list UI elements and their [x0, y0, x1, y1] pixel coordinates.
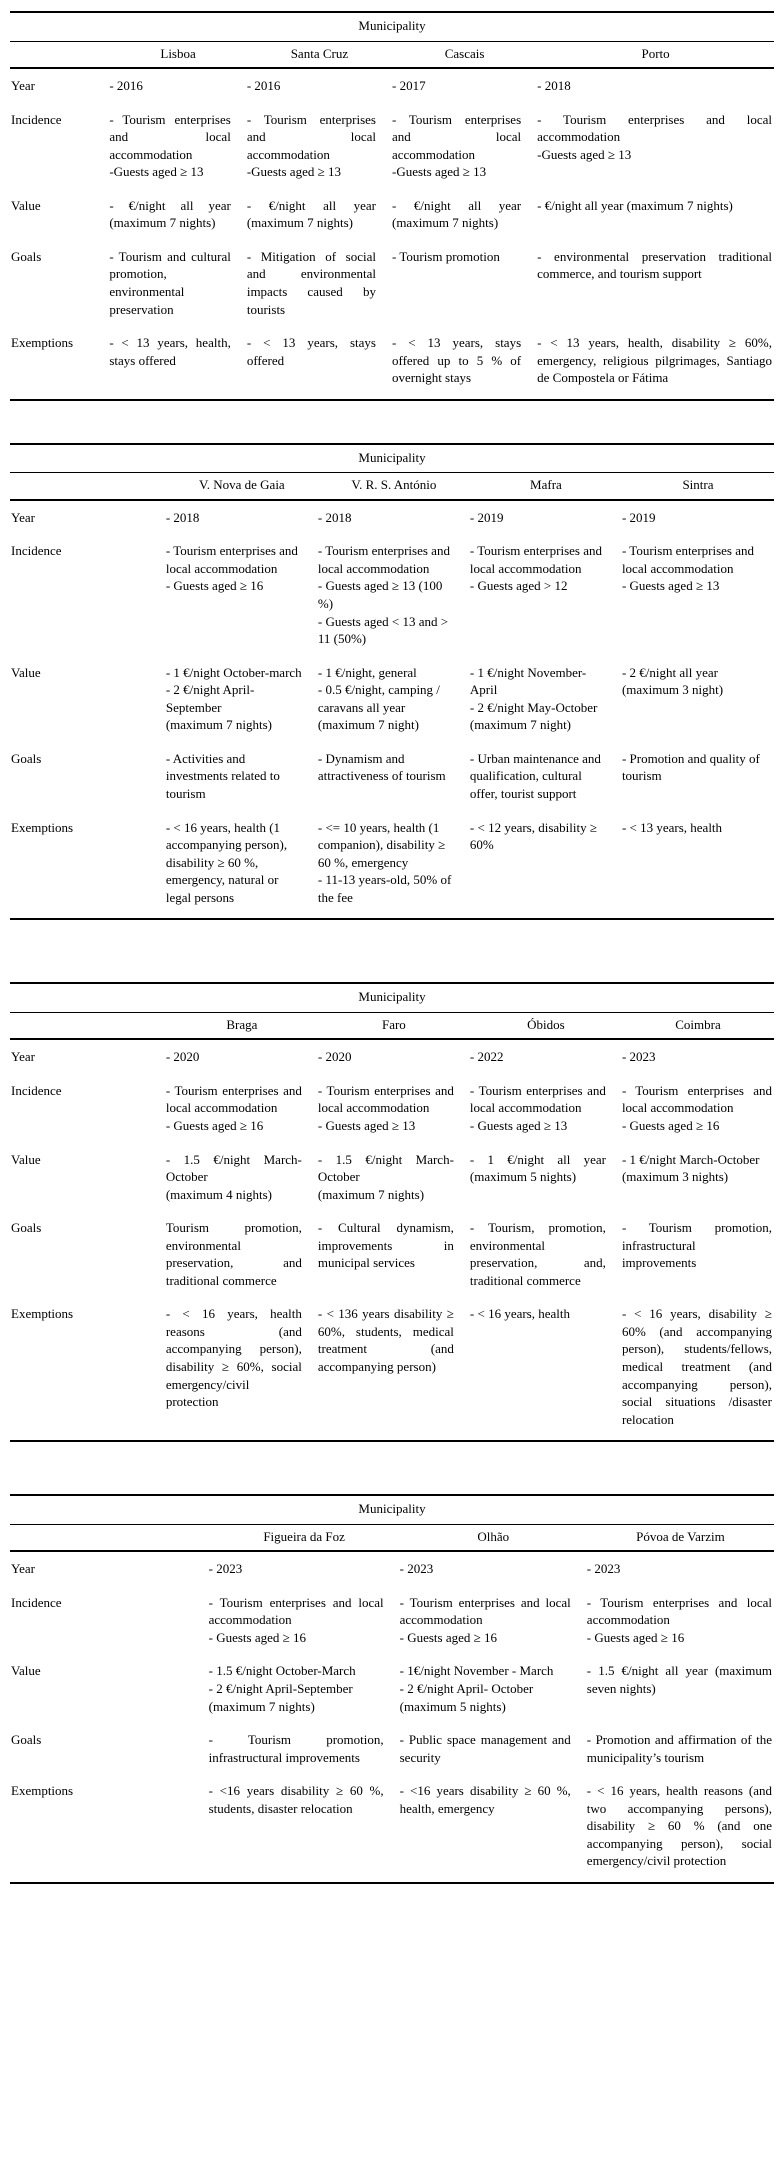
cell-line: - Guests aged ≥ 16 [586, 1629, 685, 1645]
table-cell [392, 244, 537, 330]
cell-line: - €/night all year (maximum 7 nights) [246, 197, 376, 231]
row-label: Incidence [11, 543, 62, 559]
table-cell [247, 244, 392, 330]
table-header-row [10, 444, 774, 473]
table-cell [622, 1039, 774, 1078]
column-header: Braga [166, 1012, 318, 1039]
row-label: Value [11, 1663, 41, 1679]
cell-line: - 2019 [621, 509, 656, 525]
table-head [10, 444, 774, 500]
column-header: V. Nova de Gaia [166, 473, 318, 500]
cell-line: (maximum 7 nights) [208, 1698, 315, 1714]
table-row [10, 244, 774, 330]
table-cell [470, 1215, 622, 1301]
cell-line: - 11-13 years-old, 50% of the fee [317, 872, 452, 905]
cell-line: - Guests aged < 13 and > 11 (50%) [317, 613, 449, 647]
cell-line: - 2018 [165, 509, 200, 525]
municipality-table [10, 1494, 774, 1884]
table-cell [587, 1778, 774, 1883]
table-cell [166, 1301, 318, 1441]
column-header: Faro [318, 1012, 470, 1039]
table-cell [318, 1147, 470, 1216]
table-cell [318, 746, 470, 815]
table-header-row [10, 12, 774, 41]
municipality-table-1 [10, 11, 774, 401]
cell-line: (maximum 7 nights) [317, 1186, 425, 1202]
cell-line: (maximum 7 nights) [165, 717, 273, 733]
cell-line: - Tourism promotion [391, 248, 500, 264]
cell-line: - Dynamism and attractiveness of tourism [317, 750, 446, 784]
cell-line: - 1.5 €/night October-March [208, 1663, 356, 1679]
table-cell [622, 815, 774, 920]
table-cell [247, 193, 392, 244]
cell-line: (maximum 7 night) [469, 717, 572, 733]
cell-line: - Tourism enterprises and local accommodation [621, 543, 755, 576]
cell-line: - Promotion and affirmation of the municipality’s tourism [586, 1732, 772, 1765]
cell-line: - Guests aged ≥ 16 [399, 1629, 498, 1645]
document-content [10, 11, 774, 1884]
cell-line: - Guests aged > 12 [469, 578, 568, 594]
table-title: Municipality [10, 12, 774, 41]
cell-line: - 1 €/night, general [317, 664, 417, 680]
cell-line: -Guests aged ≥ 13 [391, 164, 487, 180]
cell-line: - 2016 [246, 78, 281, 94]
cell-line: - 2023 [621, 1049, 656, 1065]
row-label: Goals [11, 1732, 42, 1748]
cell-line: -Guests aged ≥ 13 [109, 164, 204, 180]
cell-line: - 2 €/night all year (maximum 3 night) [621, 664, 724, 698]
table-cell [166, 538, 318, 659]
table-cell [318, 1215, 470, 1301]
table-row [10, 815, 774, 920]
municipality-table [10, 443, 774, 920]
cell-line: - <16 years disability ≥ 60 %, health, emergency [399, 1783, 571, 1816]
table-title: Municipality [10, 444, 774, 473]
cell-line: - Promotion and quality of tourism [621, 750, 760, 784]
table-row [10, 1147, 774, 1216]
column-header: Mafra [470, 473, 622, 500]
cell-line: -Guests aged ≥ 13 [537, 146, 632, 162]
column-header-row [10, 1524, 774, 1551]
table-row [10, 538, 774, 659]
table-cell [537, 244, 774, 330]
table-row [10, 660, 774, 746]
table-cell [109, 68, 247, 107]
cell-line: - Guests aged ≥ 13 [469, 1117, 568, 1133]
cell-line: - Guests aged ≥ 16 [208, 1629, 307, 1645]
table-cell [587, 1590, 774, 1659]
cell-line: - Tourism enterprises and local accommodation [537, 111, 772, 145]
column-header: Cascais [392, 41, 537, 68]
table-cell [470, 815, 622, 920]
table-row [10, 1215, 774, 1301]
table-cell [622, 660, 774, 746]
row-label: Exemptions [11, 335, 74, 351]
table-cell [537, 68, 774, 107]
cell-line: - Tourism, promotion, environmental preservation, and, traditional commerce [469, 1220, 606, 1288]
municipality-table [10, 11, 774, 401]
column-header: Porto [537, 41, 774, 68]
table-cell [209, 1551, 400, 1590]
cell-line: - 2 €/night May-October [469, 699, 598, 715]
row-label: Value [11, 197, 41, 213]
table-cell [470, 746, 622, 815]
cell-line: (maximum 4 nights) [165, 1186, 273, 1202]
column-header: Lisboa [109, 41, 247, 68]
table-cell [318, 1039, 470, 1078]
table-row [10, 746, 774, 815]
table-cell [470, 500, 622, 539]
table-cell [247, 107, 392, 193]
cell-line: - Tourism enterprises and local accommodation [399, 1594, 571, 1628]
table-cell [166, 1147, 318, 1216]
cell-line: - < 16 years, health reasons (and two accompanying persons), disability ≥ 60 % (and one accompanying person), social emergency/civil protection [586, 1783, 772, 1869]
cell-line: - 2017 [391, 78, 426, 94]
table-cell [318, 1078, 470, 1147]
cell-line: - Activities and investments related to tourism [165, 750, 280, 801]
cell-line: - < 16 years, health reasons (and accompanying person), disability ≥ 60%, social emergency/civil protection [165, 1306, 302, 1410]
cell-line: - 0.5 €/night, camping / caravans all year (maximum 7 night) [317, 682, 440, 733]
column-header-row [10, 41, 774, 68]
cell-line: - 2 €/night April- October [399, 1681, 534, 1696]
table-cell [209, 1658, 400, 1727]
table-cell [166, 1078, 318, 1147]
cell-line: - Guests aged ≥ 16 [621, 1117, 720, 1133]
cell-line: - 1 €/night November-April [469, 664, 587, 698]
table-cell [400, 1658, 587, 1727]
cell-line: - Tourism enterprises and local accommodation [165, 543, 298, 576]
table-header-row [10, 1495, 774, 1524]
table-header-row [10, 983, 774, 1012]
cell-line: - environmental preservation traditional commerce, and tourism support [537, 248, 772, 282]
table-row [10, 107, 774, 193]
table-cell [166, 1039, 318, 1078]
row-label: Incidence [11, 1082, 62, 1098]
table-cell [209, 1590, 400, 1659]
cell-line: - < 136 years disability ≥ 60%, students, medical treatment (and accompanying person) [317, 1306, 454, 1374]
column-header-row [10, 1012, 774, 1039]
cell-line: - <16 years disability ≥ 60 %, students, disaster relocation [208, 1783, 384, 1816]
cell-line: - 2022 [469, 1049, 504, 1065]
table-body [10, 1551, 774, 1883]
table-row [10, 1778, 774, 1883]
table-cell [470, 538, 622, 659]
table-cell [392, 193, 537, 244]
table-body [10, 1039, 774, 1441]
cell-line: - Tourism promotion, infrastructural improvements [621, 1220, 772, 1271]
row-label: Incidence [11, 111, 62, 127]
cell-line: - €/night all year (maximum 7 nights) [109, 197, 231, 231]
table-body [10, 68, 774, 400]
cell-line: - < 13 years, health, stays offered [109, 335, 231, 368]
table-cell [400, 1778, 587, 1883]
cell-line: - Tourism enterprises and local accommodation [621, 1082, 772, 1116]
cell-line: (maximum 5 nights) [399, 1698, 506, 1714]
cell-line: - 2020 [317, 1049, 352, 1065]
table-cell [400, 1590, 587, 1659]
cell-line: - 2023 [586, 1561, 621, 1577]
row-label: Year [11, 509, 35, 525]
cell-line: - 1€/night November - March [399, 1663, 554, 1679]
cell-line: - 1.5 €/night March-October [317, 1151, 454, 1185]
table-row [10, 1078, 774, 1147]
table-row [10, 1590, 774, 1659]
table-cell [318, 538, 470, 659]
corner-cell [10, 1012, 166, 1039]
cell-line: Tourism promotion, environmental preservation, and traditional commerce [165, 1220, 302, 1288]
table-row [10, 193, 774, 244]
row-label: Value [11, 664, 41, 680]
cell-line: - 2019 [469, 509, 504, 525]
row-label: Year [11, 1561, 35, 1577]
cell-line: - Guests aged ≥ 13 [317, 1117, 416, 1133]
cell-line: - Urban maintenance and qualification, cultural offer, tourist support [469, 750, 601, 801]
column-header: V. R. S. António [318, 473, 470, 500]
table-cell [318, 1301, 470, 1441]
cell-line: - 2018 [317, 509, 352, 525]
table-cell [622, 538, 774, 659]
table-body [10, 500, 774, 919]
table-cell [109, 107, 247, 193]
table-cell [622, 1078, 774, 1147]
table-title: Municipality [10, 983, 774, 1012]
cell-line: - < 16 years, disability ≥ 60% (and accompanying person), students/fellows, medical treatment (and accompanying person), social situations /disaster relocation [621, 1306, 772, 1427]
cell-line: - Tourism enterprises and local accommodation [317, 1082, 454, 1116]
table-title: Municipality [10, 1495, 774, 1524]
table-cell [392, 330, 537, 400]
corner-cell [10, 41, 109, 68]
table-head [10, 12, 774, 68]
cell-line: - Tourism enterprises and local accommodation [391, 111, 522, 162]
cell-line: - Tourism enterprises and local accommodation [246, 111, 376, 162]
column-header: Póvoa de Varzim [587, 1524, 774, 1551]
column-header: Figueira da Foz [209, 1524, 400, 1551]
municipality-table-3 [10, 982, 774, 1442]
cell-line: - Tourism enterprises and local accommodation [469, 543, 602, 576]
table-cell [209, 1727, 400, 1778]
cell-line: - 2 €/night April-September [208, 1681, 353, 1696]
cell-line: - < 13 years, health, disability ≥ 60%, emergency, religious pilgrimages, Santiago de Compostela or Fátima [537, 335, 772, 386]
table-cell [247, 330, 392, 400]
table-cell [318, 815, 470, 920]
cell-line: - 1 €/night October-march [165, 664, 302, 680]
table-cell [392, 68, 537, 107]
table-cell [470, 1039, 622, 1078]
table-cell [587, 1658, 774, 1727]
row-label: Value [11, 1151, 41, 1167]
table-cell [109, 330, 247, 400]
table-cell [318, 500, 470, 539]
cell-line: - Guests aged ≥ 13 (100 %) [317, 578, 443, 612]
table-cell [166, 500, 318, 539]
column-header: Coimbra [622, 1012, 774, 1039]
row-label: Goals [11, 248, 42, 264]
table-cell [537, 193, 774, 244]
table-cell [109, 193, 247, 244]
cell-line: - 2 €/night April-September [165, 682, 255, 715]
cell-line: - Tourism enterprises and local accommodation [586, 1594, 772, 1628]
cell-line: - Tourism enterprises and local accommodation [317, 543, 450, 576]
municipality-table-2 [10, 443, 774, 920]
cell-line: - < 16 years, health (1 accompanying person), disability ≥ 60 %, emergency, natural or legal persons [165, 819, 288, 905]
cell-line: - €/night all year (maximum 7 nights) [391, 197, 522, 231]
cell-line: - Public space management and security [399, 1732, 571, 1765]
cell-line: - €/night all year (maximum 7 nights) [537, 197, 733, 213]
cell-line: - Guests aged ≥ 16 [165, 578, 264, 594]
cell-line: - 2023 [399, 1561, 434, 1577]
cell-line: - Tourism enterprises and local accommodation [165, 1082, 302, 1116]
table-row [10, 330, 774, 400]
table-cell [166, 815, 318, 920]
row-label: Goals [11, 750, 42, 766]
table-cell [537, 107, 774, 193]
cell-line: - < 12 years, disability ≥ 60% [469, 819, 598, 853]
cell-line: - < 16 years, health [469, 1306, 571, 1322]
cell-line: (maximum 3 nights) [621, 1169, 729, 1185]
cell-line: -Guests aged ≥ 13 [246, 164, 341, 180]
cell-line: - 1 €/night March-October [621, 1151, 760, 1167]
row-label: Exemptions [11, 1306, 74, 1322]
row-label: Goals [11, 1220, 42, 1236]
table-cell [470, 660, 622, 746]
corner-cell [10, 473, 166, 500]
table-cell [587, 1551, 774, 1590]
table-row [10, 1658, 774, 1727]
table-cell [470, 1147, 622, 1216]
table-cell [166, 660, 318, 746]
table-row [10, 1551, 774, 1590]
table-head [10, 983, 774, 1039]
table-cell [622, 746, 774, 815]
cell-line: - Guests aged ≥ 13 [621, 578, 720, 594]
table-cell [166, 1215, 318, 1301]
table-cell [587, 1727, 774, 1778]
table-cell [400, 1727, 587, 1778]
table-cell [622, 1215, 774, 1301]
column-header: Olhão [400, 1524, 587, 1551]
table-cell [537, 330, 774, 400]
row-label: Incidence [11, 1594, 62, 1610]
column-header-row [10, 473, 774, 500]
table-cell [392, 107, 537, 193]
cell-line: - Guests aged ≥ 16 [165, 1117, 264, 1133]
row-label: Exemptions [11, 819, 74, 835]
cell-line: - 2020 [165, 1049, 200, 1065]
cell-line: - Tourism enterprises and local accommodation [208, 1594, 384, 1628]
municipality-table-4 [10, 1494, 774, 1884]
cell-line: - <= 10 years, health (1 companion), disability ≥ 60 %, emergency [317, 819, 446, 870]
cell-line: - Mitigation of social and environmental impacts caused by tourists [246, 248, 376, 317]
cell-line: - Tourism enterprises and local accommodation [109, 111, 231, 162]
table-cell [209, 1778, 400, 1883]
cell-line: - < 13 years, stays offered [246, 335, 376, 368]
table-row [10, 1727, 774, 1778]
cell-line: - < 13 years, stays offered up to 5 % of overnight stays [391, 335, 522, 386]
row-label: Exemptions [11, 1783, 74, 1799]
column-header: Santa Cruz [247, 41, 392, 68]
table-head [10, 1495, 774, 1551]
table-cell [318, 660, 470, 746]
cell-line: - < 13 years, health [621, 819, 723, 835]
table-cell [622, 1147, 774, 1216]
cell-line: - 1.5 €/night March-October [165, 1151, 302, 1185]
table-row [10, 1301, 774, 1441]
cell-line: - Tourism enterprises and local accommodation [469, 1082, 606, 1116]
cell-line: - Tourism promotion, infrastructural improvements [208, 1732, 384, 1765]
cell-line: - Tourism and cultural promotion, environmental preservation [109, 248, 231, 317]
municipality-table [10, 982, 774, 1442]
cell-line: - 2016 [109, 78, 143, 94]
table-cell [622, 1301, 774, 1441]
table-row [10, 68, 774, 107]
row-label: Year [11, 78, 35, 94]
cell-line: - 2018 [537, 78, 571, 94]
corner-cell [10, 1524, 209, 1551]
table-cell [166, 746, 318, 815]
cell-line: - Cultural dynamism, improvements in municipal services [317, 1220, 454, 1271]
table-cell [470, 1078, 622, 1147]
table-cell [109, 244, 247, 330]
table-cell [470, 1301, 622, 1441]
cell-line: - 1.5 €/night all year (maximum seven nights) [586, 1663, 772, 1696]
cell-line: - 1 €/night all year (maximum 5 nights) [469, 1151, 606, 1185]
table-cell [247, 68, 392, 107]
row-label: Year [11, 1049, 35, 1065]
table-row [10, 500, 774, 539]
column-header: Sintra [622, 473, 774, 500]
column-header: Óbidos [470, 1012, 622, 1039]
table-row [10, 1039, 774, 1078]
cell-line: - 2023 [208, 1561, 243, 1577]
table-cell [400, 1551, 587, 1590]
table-cell [622, 500, 774, 539]
